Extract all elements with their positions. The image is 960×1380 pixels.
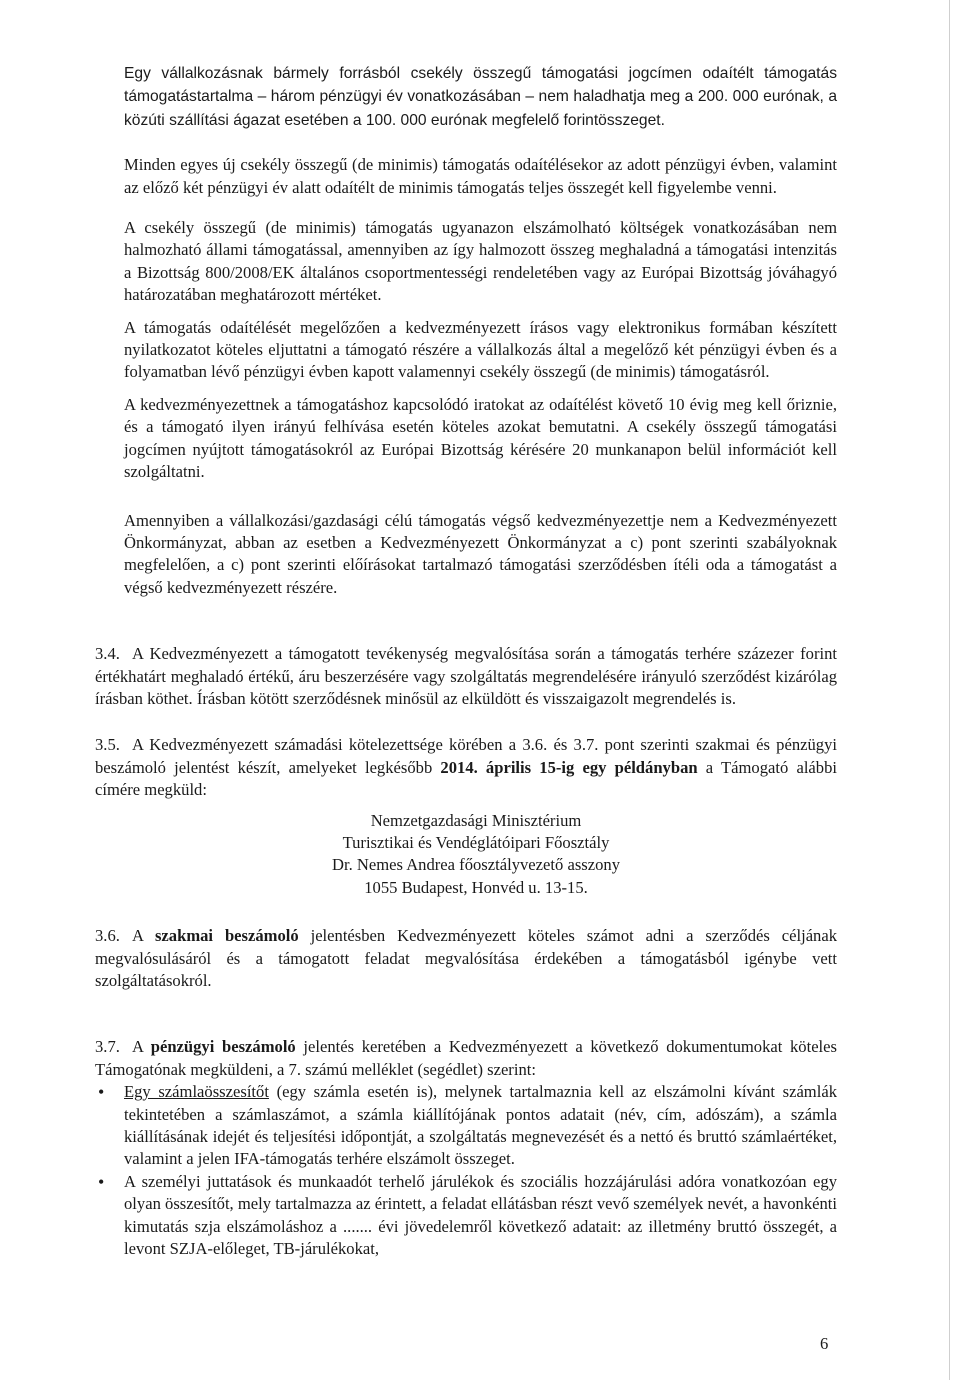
address-line: Nemzetgazdasági Minisztérium <box>370 810 582 830</box>
recipient-address <box>115 810 837 900</box>
section-number: 3.6. <box>95 926 120 946</box>
paragraph-final-beneficiary: Amennyiben a vállalkozási/gazdasági célú támogatás végső kedvezményezettje nem a Kedvezményezett Önkormányzat, abban az esetben a Kedvezményezett Önkormányzat a c) pont szerinti szabályoknak megfelelően, a c) pont szerinti előírásokat tartalmazó támogatási szerződésben ítéli oda a támogatást a végső kedvezményezett részére. <box>124 510 837 597</box>
invoice-summary-term: Egy számlaösszesítőt <box>124 1082 269 1102</box>
section-number: 3.5. <box>95 735 120 755</box>
section-3-6: 3.6. A szakmai beszámoló jelentésben Kedvezményezett köteles számot adni a szerződés céljának megvalósulásáról és a támogatott feladat megvalósítása érdekében a támogatásból igénybe vett szolgáltatásokról. <box>95 926 838 990</box>
paragraph-deminimis-cumulation: A csekély összegű (de minimis) támogatás ugyanazon elszámolható költségek vonatkozásában nem halmozható állami támogatással, amennyiben az így halmozott összeg meghaladná a támogatási intenzitás a Bizottság 800/2008/EK általános csoportmentességi rendeletében vagy az Európai Bizottság jóváhagyó határozatában meghatározott mértéket. <box>124 218 837 305</box>
section-number: 3.4. <box>95 644 120 664</box>
section-3-7: 3.7. A pénzügyi beszámoló jelentés keretében a Kedvezményezett a következő dokumentumokat köteles Támogatónak megküldeni, a 7. számú melléklet (segédlet) szerint: <box>95 1037 837 1079</box>
page-number: 6 <box>820 1334 829 1353</box>
section-text: A Kedvezményezett a támogatott tevékenység megvalósítása során a támogatás terhére százezer forint értékhatárt meghaladó értékű, áru beszerzésére vagy szolgáltatás megrendelésére irányuló szerződést kizárólag írásban köthet. Írásban kötött szerződésnek minősül az elküldött és visszaigazolt megrendelés is. <box>95 644 837 708</box>
address-line: Turisztikai és Vendéglátóipari Főosztály <box>342 832 610 852</box>
address-line: 1055 Budapest, Honvéd u. 13-15. <box>364 877 588 897</box>
financial-report-emphasis: pénzügyi beszámoló <box>150 1037 296 1057</box>
section-number: 3.7. <box>95 1037 120 1057</box>
address-line: Dr. Nemes Andrea főosztályvezető asszony <box>332 855 620 875</box>
deadline-emphasis: 2014. április 15-ig egy példányban <box>440 757 698 777</box>
list-item: • Egy számlaösszesítőt (egy számla esetén is), melynek tartalmaznia kell az elszámolni kívánt számlák tekintetében a számlaszámot, a számla kiállítójának pontos adatait (név, cím, adószám), a számla kiállításának idejét és teljesítési időpontját, a szolgáltatás megnevezését és a nettó és bruttó számlaértéket, valamint a jelen IFA-támogatás terhére elszámolt összeget. <box>95 1081 837 1171</box>
required-documents-list <box>95 1081 837 1260</box>
professional-report-emphasis: szakmai beszámoló <box>154 926 299 946</box>
paragraph-deminimis-declaration: A támogatás odaítélését megelőzően a kedvezményezett írásos vagy elektronikus formában készített nyilatkozatot köteles eljuttatni a támogató részére a vállalkozás által a megelőző két pénzügyi évben és a folyamatban lévő pénzügyi évben kapott valamennyi csekély összegű (de minimis) támogatásról. <box>124 317 837 382</box>
list-item: • A személyi juttatások és munkaadót terhelő járulékok és szociális hozzájárulási adóra vonatkozóan egy olyan összesítőt, mely tartalmazza az érintett, a feladat ellátásban részt vevő személyek nevét, a havonkénti kimutatás szja elszámoláshoz a ....... évi jövedelemről következő adatait: az illetmény bruttó összegét, a levont SZJA-előleget, TB-járulékokat, <box>95 1171 837 1261</box>
paragraph-deminimis-calculation: Minden egyes új csekély összegű (de minimis) támogatás odaítélésekor az adott pénzügyi évben, valamint az előző két pénzügyi év alatt odaítélt de minimis támogatás teljes összegét kell figyelembe venni. <box>124 155 837 197</box>
paragraph-deminimis-limit: Egy vállalkozásnak bármely forrásból csekély összegű támogatási jogcímen odaítélt támogatás támogatástartalma – három pénzügyi év vonatkozásában – nem haladhatja meg a 200. 000 eurónak, a közúti szállítási ágazat esetében a 100. 000 eurónak megfelelő forintösszeget. <box>124 65 837 129</box>
section-3-5: 3.5. A Kedvezményezett számadási kötelezettsége körében a 3.6. és 3.7. pont szerinti szakmai és pénzügyi beszámoló jelentést készít, amelyeket legkésőbb 2014. április 15-ig egy példányban a Támogató alábbi címére megküld: <box>95 735 837 800</box>
paragraph-document-retention: A kedvezményezettnek a támogatáshoz kapcsolódó iratokat az odaítélést követő 10 évig meg kell őriznie, és a támogató ilyen irányú felhívása esetén köteles azokat bemutatni. A csekély összegű támogatási jogcímen nyújtott támogatásokról az Európai Bizottság kérésére 20 munkanapon belül információt kell szolgáltatni. <box>124 394 837 482</box>
document-body <box>95 62 837 1260</box>
section-3-4 <box>95 643 837 710</box>
page-edge-line <box>949 0 950 1380</box>
